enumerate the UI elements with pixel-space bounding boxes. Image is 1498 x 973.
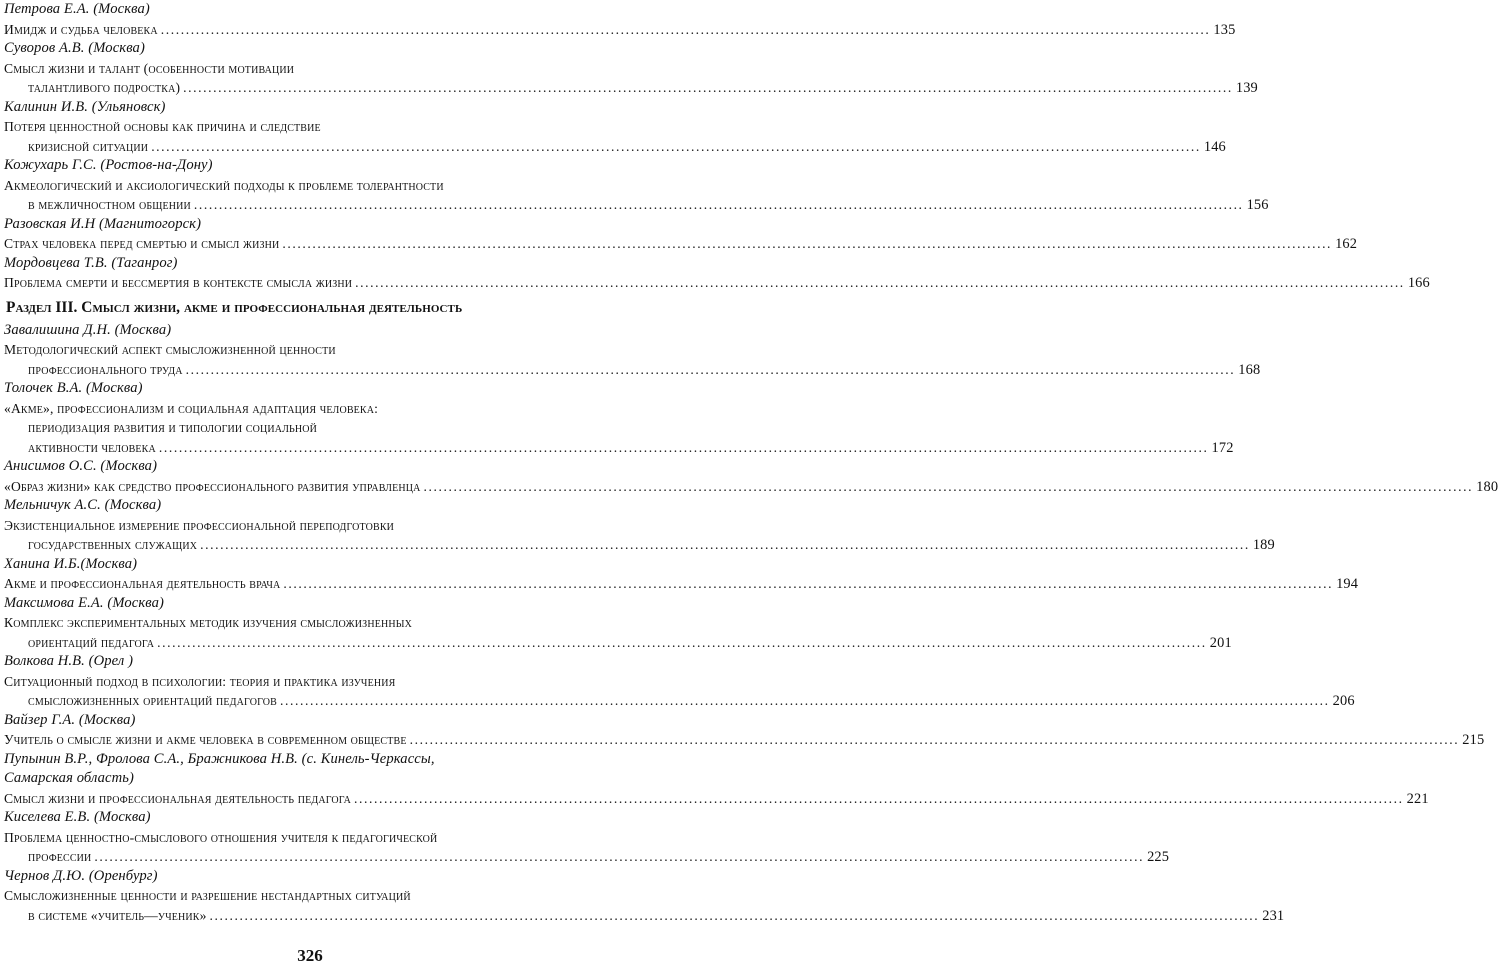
entry-page-number: 146 — [1203, 138, 1226, 155]
toc-entry — [4, 0, 1236, 39]
entry-title-text: профессии — [28, 849, 92, 864]
entry-title-text: Страх человека перед смертью и смысл жизни — [4, 236, 280, 251]
entry-title-line — [4, 78, 1258, 98]
entry-author: Завалишина Д.Н. (Москва) — [4, 321, 172, 338]
entry-page-number: 194 — [1336, 576, 1359, 592]
dot-leader — [183, 78, 1233, 98]
entry-title-line — [4, 438, 1234, 458]
entry-page-number: 156 — [1246, 197, 1269, 213]
toc-entry — [4, 457, 1498, 496]
entry-title-text: Имидж и судьба человека — [4, 21, 158, 37]
dot-leader — [354, 789, 1404, 809]
entry-author: Вайзер Г.А. (Москва) — [4, 711, 136, 728]
entry-page-number: 201 — [1209, 634, 1232, 651]
entry-page-number: 206 — [1332, 693, 1355, 709]
entry-title-line — [4, 828, 608, 848]
entry-author: Петрова Е.А. (Москва) — [4, 1, 150, 17]
entry-title-text: государственных служащих — [28, 537, 198, 552]
toc-entry — [4, 254, 1430, 293]
entry-title-line — [4, 672, 608, 692]
page-number: 326 — [297, 946, 323, 965]
entry-title-text: Комплекс экспериментальных методик изучения смысложизненных — [4, 615, 412, 630]
section-heading: Раздел III. Смысл жизни, акме и профессиональная деятельность — [6, 298, 463, 316]
toc-entry — [4, 215, 1358, 254]
entry-title-text: Смысл жизни и талант (особенности мотивации — [4, 60, 295, 76]
entry-title-text: в системе «учитель—ученик» — [28, 907, 207, 923]
entry-title-line — [4, 176, 608, 196]
entry-author: Ханина И.Б.(Москва) — [4, 555, 138, 572]
toc-entry — [4, 496, 1275, 555]
entry-title-text: Смысл жизни и профессиональная деятельность педагога — [4, 790, 351, 806]
entry-author: Максимова Е.А. (Москва) — [4, 594, 164, 611]
entry-title-text: «Акме», профессионализм и социальная адаптация человека: — [4, 400, 379, 416]
entry-title-line — [4, 789, 1429, 809]
entry-title-text: Акмеологический и аксиологический подходы к проблеме толерантности — [4, 177, 444, 193]
entry-title-line — [4, 847, 1170, 867]
entry-title-line — [4, 516, 608, 536]
entry-title-text: периодизация развития и типологии социальной — [28, 420, 318, 435]
entry-title-line — [4, 477, 1498, 497]
entry-title-text: Ситуационный подход в психологии: теория и практика изучения — [4, 673, 396, 689]
dot-leader — [355, 273, 1405, 293]
toc-entry — [4, 156, 1269, 215]
entry-title-line — [4, 730, 1485, 750]
entry-page-number: 166 — [1407, 275, 1430, 291]
dot-leader — [280, 691, 1330, 711]
dot-leader — [159, 438, 1209, 458]
entry-title-line — [4, 906, 1285, 926]
toc-entry — [4, 594, 1232, 653]
entry-title-line — [4, 234, 1358, 254]
dot-leader — [94, 847, 1144, 867]
toc-entry — [4, 98, 1226, 157]
toc-entry — [4, 39, 1258, 98]
dot-leader — [282, 234, 1332, 254]
entry-author: Суворов А.В. (Москва) — [4, 40, 145, 56]
entry-title-line — [4, 691, 1355, 711]
entry-page-number: 225 — [1147, 849, 1170, 865]
entry-page-number: 215 — [1462, 732, 1485, 748]
entry-title-text: активности человека — [28, 439, 156, 455]
entry-title-text: Смысложизненные ценности и разрешение нестандартных ситуаций — [4, 888, 411, 903]
toc-entry — [4, 808, 1170, 867]
entry-page-number: 162 — [1335, 236, 1358, 252]
entry-author: Толочек В.А. (Москва) — [4, 380, 143, 396]
entry-title-text: кризисной ситуации — [28, 138, 149, 154]
toc-entry — [4, 555, 1359, 594]
entry-title-line — [4, 340, 608, 360]
entry-title-text: в межличностном общении — [28, 197, 191, 212]
entry-author: Чернов Д.Ю. (Оренбург) — [4, 867, 158, 884]
dot-leader — [210, 906, 1260, 926]
entry-title-text: ориентаций педагога — [28, 634, 155, 650]
entry-author: Мельничук А.С. (Москва) — [4, 497, 162, 513]
dot-leader — [423, 477, 1473, 497]
entry-author: Киселева Е.В. (Москва) — [4, 809, 151, 825]
entry-title-line — [4, 195, 1269, 215]
entry-page-number: 172 — [1211, 439, 1234, 456]
dot-leader — [200, 535, 1250, 555]
toc-entry — [4, 379, 1234, 457]
entry-author: Калинин И.В. (Ульяновск) — [4, 98, 166, 115]
entry-title-text: Потеря ценностной основы как причина и следствие — [4, 119, 321, 134]
dot-leader — [194, 195, 1244, 215]
toc-list-before-section — [4, 0, 1430, 293]
entry-title-text: Экзистенциальное измерение профессиональной переподготовки — [4, 517, 395, 533]
toc-entry — [4, 652, 1355, 711]
entry-title-line — [4, 633, 1232, 653]
entry-title-line — [4, 273, 1430, 293]
toc-entry — [4, 750, 1429, 809]
entry-title-text: смысложизненных ориентаций педагогов — [28, 693, 277, 708]
entry-title-text: талантливого подростка) — [28, 80, 181, 95]
toc-page — [4, 0, 1498, 925]
entry-author: Волкова Н.В. (Орел ) — [4, 653, 134, 669]
dot-leader — [410, 730, 1460, 750]
entry-author: Анисимов О.С. (Москва) — [4, 458, 158, 474]
dot-leader — [161, 20, 1211, 40]
entry-title-line — [4, 574, 1359, 594]
entry-title-text: «Образ жизни» как средство профессионального развития управленца — [4, 478, 421, 494]
entry-title-line — [4, 886, 608, 906]
entry-page-number: 221 — [1406, 790, 1429, 807]
toc-entry — [4, 321, 1261, 380]
entry-author: Пупынин В.Р., Фролова С.А., Бражникова Н.В. (с. Кинель-Черкассы, — [4, 750, 435, 767]
entry-title-line — [4, 20, 1236, 40]
entry-title-line — [4, 535, 1275, 555]
dot-leader — [283, 574, 1333, 594]
entry-title-line — [4, 117, 608, 137]
toc-list-after-section — [4, 321, 1498, 926]
entry-title-line — [4, 418, 608, 438]
dot-leader — [157, 633, 1207, 653]
entry-page-number: 180 — [1476, 478, 1498, 495]
entry-title-text: Проблема смерти и бессмертия в контексте смысла жизни — [4, 275, 353, 290]
entry-page-number: 189 — [1252, 537, 1275, 553]
entry-title-line — [4, 399, 608, 419]
entry-title-line — [4, 360, 1261, 380]
entry-title-text: профессионального труда — [28, 361, 183, 377]
entry-title-line — [4, 613, 608, 633]
entry-author: Мордовцева Т.В. (Таганрог) — [4, 254, 178, 271]
entry-page-number: 168 — [1238, 361, 1261, 378]
entry-author: Разовская И.Н (Магнитогорск) — [4, 215, 202, 232]
toc-entry — [4, 711, 1485, 750]
entry-title-line — [4, 59, 608, 79]
entry-author: Кожухарь Г.С. (Ростов-на-Дону) — [4, 157, 213, 173]
dot-leader — [151, 137, 1201, 157]
toc-entry — [4, 867, 1285, 926]
entry-title-text: Проблема ценностно-смыслового отношения учителя к педагогической — [4, 829, 438, 845]
dot-leader — [186, 360, 1236, 380]
entry-page-number: 139 — [1235, 80, 1258, 96]
entry-page-number: 231 — [1262, 907, 1285, 924]
entry-title-text: Учитель о смысле жизни и акме человека в современном обществе — [4, 732, 407, 747]
entry-title-line — [4, 137, 1226, 157]
entry-page-number: 135 — [1213, 21, 1236, 38]
entry-title-text: Акме и профессиональная деятельность врача — [4, 576, 281, 591]
entry-title-text: Методологический аспект смысложизненной ценности — [4, 342, 336, 357]
entry-author-continued: Самарская область) — [4, 770, 134, 786]
